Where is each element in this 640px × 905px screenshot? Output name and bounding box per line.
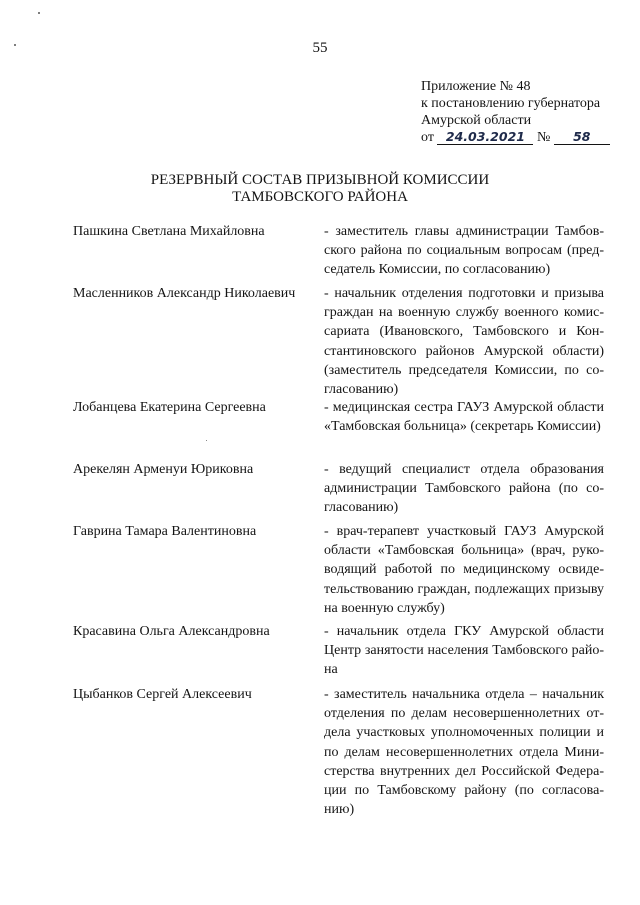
member-role: - начальник отдела ГКУ Амурской области Центр занятости населения Тамбовского района <box>324 624 604 678</box>
appendix-region: Амурской области <box>421 113 532 128</box>
member-name: Гаврина Тамара Валентиновна <box>73 524 257 539</box>
member-role: - начальник отделения подготовки и призыва граждан на военную службу военного комиссариата (Ивановского, Тамбовского и Константиновского районов Амурской области) (заместитель председателя Комиссии, по согласованию) <box>324 286 604 398</box>
member-name: Арекелян Арменуи Юриковна <box>73 462 254 477</box>
page-number: 55 <box>312 40 328 56</box>
scan-speck <box>206 440 207 441</box>
member-name: Красавина Ольга Александровна <box>73 624 270 639</box>
member-role: - заместитель начальника отдела – начальник отделения по делам несовершеннолетних отдела участковых уполномоченных полиции и по делам несовершеннолетних отдела Министерства внутренних дел Российской Федерации по Тамбовскому району (по согласованию) <box>324 687 604 818</box>
member-name: Масленников Александр Николаевич <box>73 286 296 301</box>
document-title <box>0 172 640 206</box>
appendix-block <box>421 78 610 146</box>
appendix-title: Приложение № 48 <box>421 79 531 94</box>
handwritten-number: 58 <box>573 129 591 144</box>
number-field <box>554 130 610 145</box>
title-line-2: ТАМБОВСКОГО РАЙОНА <box>232 189 408 205</box>
member-role: - ведущий специалист отдела образования администрации Тамбовского района (по согласованию) <box>324 462 604 516</box>
date-prefix: от <box>421 130 434 145</box>
member-role: - заместитель главы администрации Тамбовского района по социальным вопросам (председатель Комиссии, по согласованию) <box>324 224 604 278</box>
appendix-date-number-line <box>421 129 610 146</box>
title-line-1: РЕЗЕРВНЫЙ СОСТАВ ПРИЗЫВНОЙ КОМИССИИ <box>150 172 490 188</box>
member-name: Пашкина Светлана Михайловна <box>73 224 265 239</box>
date-field <box>437 130 533 145</box>
member-name: Лобанцева Екатерина Сергеевна <box>73 400 266 415</box>
member-role: - врач-терапевт участковый ГАУЗ Амурской области «Тамбовская больница» (врач, руководящий работой по медицинскому освидетельствованию граждан, подлежащих призыву на военную службу) <box>324 524 604 616</box>
scan-speck <box>38 12 40 14</box>
member-role: - медицинская сестра ГАУЗ Амурской области «Тамбовская больница» (секретарь Комиссии) <box>324 400 604 435</box>
appendix-reference: к постановлению губернатора <box>421 96 601 111</box>
number-prefix: № <box>536 130 551 145</box>
member-name: Цыбанков Сергей Алексеевич <box>73 687 252 702</box>
handwritten-date: 24.03.2021 <box>445 129 525 144</box>
